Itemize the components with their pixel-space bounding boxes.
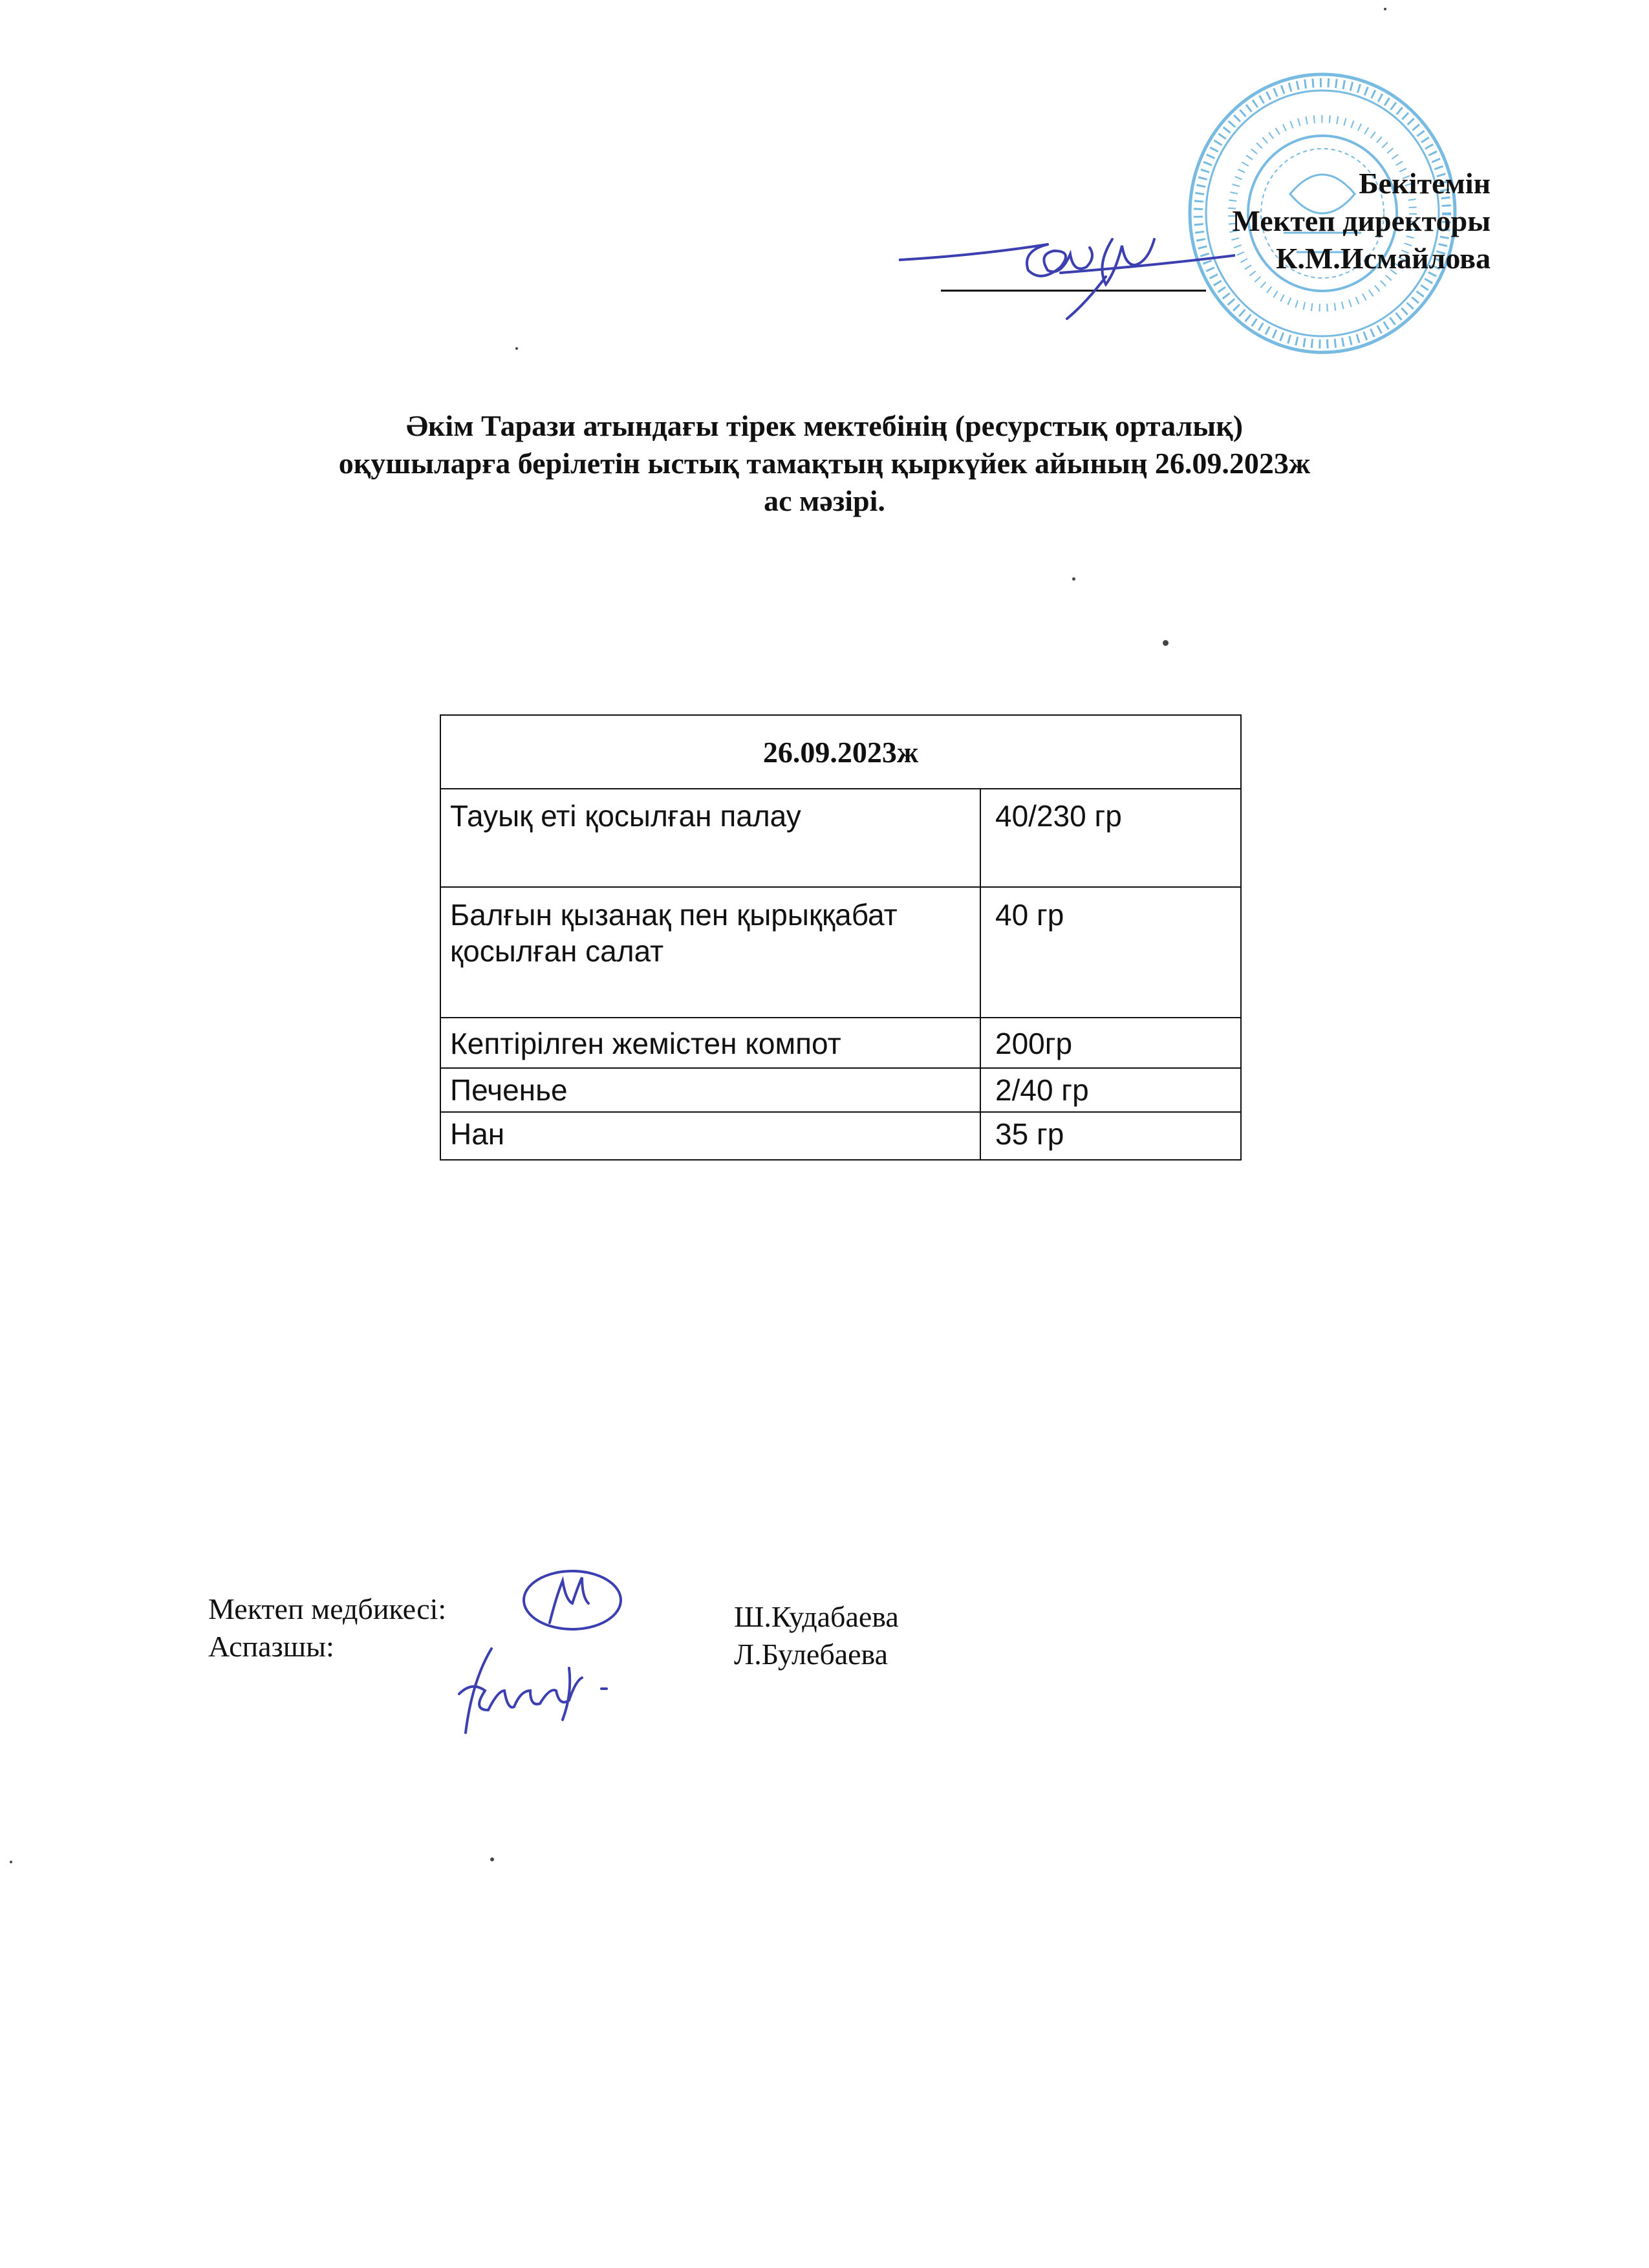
- signature-names: [734, 1598, 899, 1673]
- approval-block: [1232, 165, 1491, 277]
- scan-speck: [10, 1861, 12, 1863]
- title-line-1: Әкім Тарази атындағы тірек мектебінің (ресурстық орталық): [405, 409, 1244, 442]
- signature-roles: [208, 1590, 446, 1665]
- cook-name: Л.Булебаева: [734, 1638, 889, 1671]
- title-line-2: оқушыларға берілетін ыстық тамақтың қыркүйек айының 26.09.2023ж: [338, 447, 1311, 480]
- scan-speck: [490, 1857, 494, 1861]
- dish-name: Печенье: [440, 1068, 980, 1112]
- dish-name: Нан: [440, 1112, 980, 1160]
- nurse-role: Мектеп медбикесі:: [208, 1592, 447, 1625]
- menu-date-header: 26.09.2023ж: [440, 715, 1241, 789]
- document-title: [0, 407, 1649, 520]
- nurse-name: Ш.Кудабаева: [734, 1600, 899, 1633]
- table-row: [440, 789, 1241, 887]
- cook-role: Аспазшы:: [208, 1630, 334, 1663]
- dish-amount: 200гр: [980, 1018, 1241, 1068]
- dish-amount: 2/40 гр: [980, 1068, 1241, 1112]
- scan-speck: [515, 347, 518, 350]
- menu-table: [440, 714, 1242, 1161]
- dish-amount: 35 гр: [980, 1112, 1241, 1160]
- title-line-3: ас мәзірі.: [764, 484, 885, 517]
- table-row: [440, 887, 1241, 1018]
- cook-signature-icon: [414, 1629, 627, 1739]
- table-row: [440, 1112, 1241, 1160]
- scan-speck: [1163, 640, 1169, 646]
- dish-name: Тауық еті қосылған палау: [440, 789, 980, 887]
- director-signature-icon: [899, 226, 1235, 323]
- scan-speck: [1072, 577, 1075, 581]
- director-position: Мектеп директоры: [1232, 204, 1491, 237]
- scan-speck: [1384, 8, 1386, 10]
- director-name: К.М.Исмайлова: [1276, 242, 1491, 275]
- table-row: [440, 1018, 1241, 1068]
- table-row: [440, 1068, 1241, 1112]
- approval-title: Бекітемін: [1359, 167, 1491, 200]
- dish-name: Кептірілген жемістен компот: [440, 1018, 980, 1068]
- dish-amount: 40 гр: [980, 887, 1241, 1018]
- dish-name: Балғын қызанақ пен қырыққабат қосылған салат: [440, 887, 980, 1018]
- dish-amount: 40/230 гр: [980, 789, 1241, 887]
